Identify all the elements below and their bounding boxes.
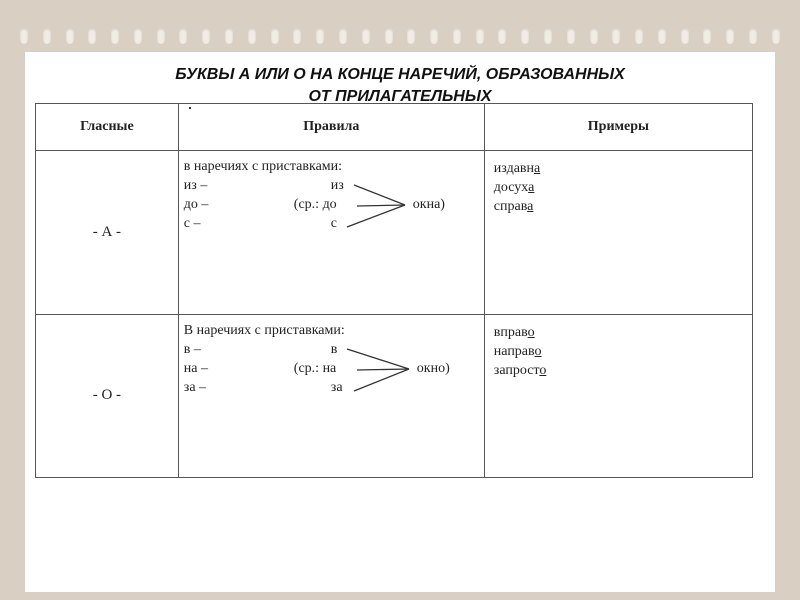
binder-hole: [476, 28, 484, 44]
header-examples: Примеры: [484, 104, 752, 151]
binder-hole: [134, 28, 142, 44]
binder-hole: [703, 28, 711, 44]
binder-hole: [43, 28, 51, 44]
binder-hole: [385, 28, 393, 44]
binder-hole: [749, 28, 757, 44]
header-vowels: Гласные: [36, 104, 179, 151]
binder-hole: [430, 28, 438, 44]
binder-hole: [316, 28, 324, 44]
prefix-za: за –: [183, 379, 207, 395]
binder-hole: [681, 28, 689, 44]
binder-hole: [271, 28, 279, 44]
word-s: с: [330, 216, 338, 231]
rule-heading-o: В наречиях с приставками:: [183, 322, 345, 338]
word-v: в: [330, 341, 338, 357]
table-row-o: [36, 314, 753, 478]
binder-hole: [407, 28, 415, 44]
table-row-a: [36, 151, 753, 315]
binder-hole: [590, 28, 598, 44]
prefix-s: с –: [183, 216, 201, 231]
example-zaprosto: запросто: [493, 362, 547, 378]
example-dosukha: досуха: [493, 180, 535, 195]
rules-table: [35, 103, 753, 478]
target-okna: окна): [412, 197, 445, 212]
word-iz: из: [330, 178, 344, 193]
title-line-2: ОТ ПРИЛАГАТЕЛЬНЫХ: [308, 88, 492, 105]
prefix-na: на –: [183, 360, 209, 376]
binder-hole: [179, 28, 187, 44]
binder-hole: [157, 28, 165, 44]
prefix-iz: из –: [183, 178, 208, 193]
binder-hole: [66, 28, 74, 44]
target-okno: окно): [416, 360, 450, 376]
binder-hole: [521, 28, 529, 44]
binder-hole: [635, 28, 643, 44]
rule-cell-o: [178, 314, 484, 478]
table-header-row: [36, 104, 753, 151]
binder-hole: [453, 28, 461, 44]
binder-hole: [20, 28, 28, 44]
binder-hole: [111, 28, 119, 44]
binder-hole: [88, 28, 96, 44]
compare-na: (ср.: на: [293, 360, 337, 376]
rule-cell-a: [178, 151, 484, 315]
rule-heading-a: в наречиях с приставками:: [183, 159, 343, 174]
prefix-v: в –: [183, 341, 201, 357]
binder-hole: [225, 28, 233, 44]
binder-hole: [658, 28, 666, 44]
vowel-a: - А -: [36, 151, 179, 315]
binder-hole: [339, 28, 347, 44]
examples-cell-o: [484, 314, 752, 478]
binder-holes: [20, 28, 780, 46]
word-za: за: [330, 379, 343, 395]
examples-cell-a: [484, 151, 752, 315]
binder-hole: [362, 28, 370, 44]
binder-hole: [726, 28, 734, 44]
example-napravo: направо: [493, 343, 542, 359]
example-sprava: справа: [493, 199, 534, 214]
example-izdavna: издавна: [493, 161, 541, 176]
binder-hole: [498, 28, 506, 44]
title-line-1: БУКВЫ А ИЛИ О НА КОНЦЕ НАРЕЧИЙ, ОБРАЗОВАННЫХ: [175, 66, 625, 83]
slide-title: [25, 64, 775, 108]
compare-do: (ср.: до: [293, 197, 337, 212]
header-rules: Правила: [178, 104, 484, 151]
arrow-lines-a: [179, 151, 484, 251]
vowel-o: - О -: [36, 314, 179, 478]
binder-hole: [772, 28, 780, 44]
example-vpravo: вправо: [493, 324, 535, 340]
binder-hole: [544, 28, 552, 44]
binder-hole: [293, 28, 301, 44]
prefix-do: до –: [183, 197, 209, 212]
binder-hole: [567, 28, 575, 44]
binder-hole: [248, 28, 256, 44]
arrow-lines-o: [179, 315, 484, 415]
binder-hole: [612, 28, 620, 44]
binder-hole: [202, 28, 210, 44]
